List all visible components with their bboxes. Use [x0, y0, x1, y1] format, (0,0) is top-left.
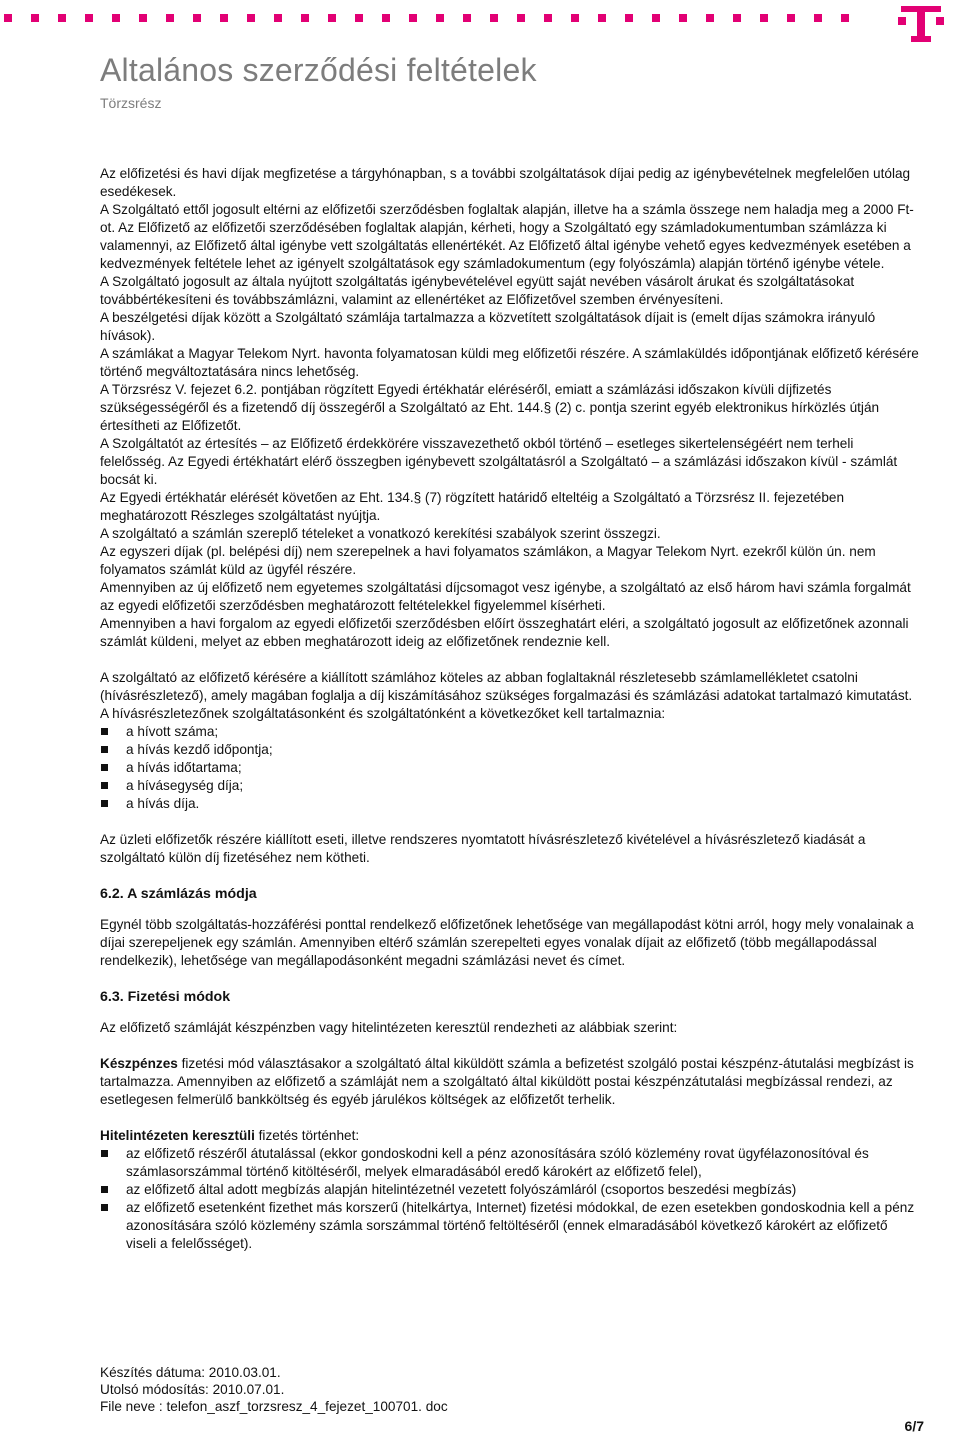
header-dot [598, 14, 606, 22]
section-6-2-text: Egynél több szolgáltatás-hozzáférési ponttal rendelkező előfizetőnek lehetősége van megállapodást kötni arról, hogy mely vonalainak a díjai szerepeljenek egy számlán. Amennyiben eltérő számlán szerepelteti egyes vonalak díjait az előfizető (több megállapodással rendelkezik), lehetősége van megállapodásonként megadni számlázási nevet és címet. [100, 917, 914, 968]
header-dot [706, 14, 714, 22]
header-dot [112, 14, 120, 22]
paragraph: Az előfizetési és havi díjak megfizetése a tárgyhónapban, s a további szolgáltatások díjai pedig az igénybevételnek megfelelően utólag esedékesek. [100, 166, 911, 199]
header-dot [166, 14, 174, 22]
paragraph: Amennyiben az új előfizető nem egyetemes szolgáltatási díjcsomagot vesz igénybe, a szolgáltató az első három havi számla forgalmát az egyedi előfizetői szerződésben meghatározott feltételekkel figyelemmel kísérheti. [100, 580, 911, 613]
header-dot [301, 14, 309, 22]
header-dot [193, 14, 201, 22]
paragraph: A Törzsrész V. fejezet 6.2. pontjában rögzített Egyedi értékhatár eléréséről, emiatt a számlázási időszakon kívüli díjfizetés szükségességéről és a fizetendő díj összegéről a Szolgáltató az Eht. 144.§ (2) c. pontja szerint egyéb elektronikus hírközlés útján értesítheti az Előfizetőt. [100, 382, 880, 433]
document-body [100, 165, 920, 1253]
header-dot [814, 14, 822, 22]
bank-payment-paragraph [100, 1127, 920, 1145]
header-dot [328, 14, 336, 22]
itemized-bill-list [100, 723, 920, 813]
cash-payment-text: fizetési mód választásakor a szolgáltató által kiküldött számla a befizetést szolgáló postai készpénz-átutalási megbízást is tartalmazza. Amennyiben az előfizető a számláját nem a szolgáltató által kiküldött postai készpénzátutalási megbízással rendezi, az esetlegesen felmerülő bankköltség és egyéb járulékos költségek az előfizetőt terhelik. [100, 1056, 914, 1107]
header-dot [571, 14, 579, 22]
header-dot [760, 14, 768, 22]
page-subtitle: Törzsrész [100, 95, 162, 111]
bank-payment-label: Hitelintézeten keresztüli [100, 1128, 255, 1143]
header-dot [58, 14, 66, 22]
paragraph-group-billing [100, 165, 920, 651]
paragraph: A beszélgetési díjak között a Szolgáltató számlája tartalmazza a közvetített szolgáltatások díjait is (emelt díjas számokra irányuló hívások). [100, 310, 876, 343]
list-item: a hívás kezdő időpontja; [100, 741, 920, 759]
paragraph: A számlákat a Magyar Telekom Nyrt. havonta folyamatosan küldi meg előfizetői részére. A számlaküldés időpontjának előfizető kérésére történő megváltoztatására nincs lehetőség. [100, 346, 919, 379]
header-dot [625, 14, 633, 22]
header-dot [679, 14, 687, 22]
business-paragraph: Az üzleti előfizetők részére kiállított eseti, illetve rendszeres nyomtatott hívásrészletező kivételével a hívásrészletező kiadását a szolgáltató külön díj fizetéséhez nem kötheti. [100, 832, 866, 865]
header-dot [220, 14, 228, 22]
list-item: az előfizető által adott megbízás alapján hitelintézetnél vezetett folyószámláról (csoportos beszedési megbízás) [100, 1181, 920, 1199]
modification-date: Utolsó módosítás: 2010.07.01. [100, 1382, 285, 1397]
cash-payment-paragraph [100, 1055, 920, 1109]
paragraph: A Szolgáltató ettől jogosult eltérni az előfizetői szerződésben foglaltak alapján, illetve ha a számla összege nem haladja meg a 2000 Ft-ot. Az Előfizető az előfizetői szerződésében foglaltak alapján, kérheti, hogy a Szolgáltató egy számladokumentumban számlázza ki valamennyi, az Előfizető által igénybe vett szolgáltatás ellenértékét. Az Előfizető által igénybe vehető egyes kedvezmények esetében a kedvezmények feltétele lehet az igényelt szolgáltatások egy számladokumentum (egy folyószámla) alapján történő igénybe vétele. [100, 202, 914, 271]
header-dot [787, 14, 795, 22]
header-dot [382, 14, 390, 22]
page-number: 6/7 [904, 1418, 924, 1434]
header-dot [31, 14, 39, 22]
itemized-bill-intro: A szolgáltató az előfizető kérésére a kiállított számlához köteles az abban foglaltaknál részletesebb számlamellékletet csatolni (hívásrészletező), amely magában foglalja a díj kiszámításához szükséges forgalmazási és számlázási adatokat tartalmazó kimutatást. A hívásrészletezőnek szolgáltatásonként és szolgáltatónként a következőket kell tartalmaznia: [100, 670, 913, 721]
header-dot [355, 14, 363, 22]
cash-payment-label: Készpénzes [100, 1056, 178, 1071]
bank-payment-text: fizetés történhet: [254, 1128, 360, 1143]
header-dot [652, 14, 660, 22]
header-dot [247, 14, 255, 22]
list-item: az előfizető esetenként fizethet más korszerű (hitelkártya, Internet) fizetési módokkal, de ezen esetekben gondoskodnia kell a pénz azonosítására szóló közlemény számla sorszámmal történő feltöltéséről (ennek elmaradásából következő károkért az előfizető viseli a felelősséget). [100, 1199, 920, 1253]
paragraph: A szolgáltató a számlán szereplő tételeket a vonatkozó kerekítési szabályok szerint összegzi. [100, 526, 661, 541]
paragraph: Az egyszeri díjak (pl. belépési díj) nem szerepelnek a havi folyamatos számlákon, a Magyar Telekom Nyrt. ezekről külön ún. nem folyamatos számlát küld az ügyfél részére. [100, 544, 876, 577]
header-dot [4, 14, 12, 22]
header-dot [733, 14, 741, 22]
telekom-t-logo-icon [898, 4, 944, 44]
paragraph: A Szolgáltató jogosult az általa nyújtott szolgáltatás igénybevételével együtt saját nevében vásárolt árukat és szolgáltatásokat továbbértékesíteni és továbbszámlázni, valamint az ellenértéket az Előfizetővel szemben érvényesíteni. [100, 274, 855, 307]
section-heading-6-3: 6.3. Fizetési módok [100, 989, 231, 1005]
header-dot-strip [0, 14, 880, 22]
bank-payment-list [100, 1145, 920, 1253]
header-dot [544, 14, 552, 22]
header-dot [490, 14, 498, 22]
paragraph: A Szolgáltatót az értesítés – az Előfizető érdekkörére visszavezethető okból történő – esetleges sikertelenségéért nem terheli felelősség. Az Egyedi értékhatárt elérő összegben igénybevett szolgáltatásról a Szolgáltató – a számlázási időszakon kívül - számlát bocsát ki. [100, 436, 898, 487]
list-item: az előfizető részéről átutalással (ekkor gondoskodni kell a pénz azonosítására szóló közlemény rovat ügyfélazonosítóval és számlasorszámmal történő kitöltéséről, melyek elmaradásából eredő károkért az előfizető felel), [100, 1145, 920, 1181]
creation-date: Készítés dátuma: 2010.03.01. [100, 1365, 281, 1380]
document-footer [100, 1364, 448, 1415]
file-name: File neve : telefon_aszf_torzsresz_4_fejezet_100701. doc [100, 1399, 448, 1414]
paragraph: Amennyiben a havi forgalom az egyedi előfizetői szerződésben előírt összeghatárt eléri, a szolgáltató jogosult az előfizetőnek azonnali számlát küldeni, melyet az ebben meghatározott ideig az előfizetőnek rendeznie kell. [100, 616, 909, 649]
section-6-3-intro: Az előfizető számláját készpénzben vagy hitelintézeten keresztül rendezheti az alábbiak szerint: [100, 1020, 678, 1035]
header-dot [463, 14, 471, 22]
header-dot [274, 14, 282, 22]
page-title: Altalános szerződési feltételek [100, 52, 537, 88]
header-dot [85, 14, 93, 22]
header-dot [841, 14, 849, 22]
list-item: a hívásegység díja; [100, 777, 920, 795]
list-item: a hívás díja. [100, 795, 920, 813]
section-heading-6-2: 6.2. A számlázás módja [100, 886, 257, 902]
list-item: a hívott száma; [100, 723, 920, 741]
header-dot [409, 14, 417, 22]
list-item: a hívás időtartama; [100, 759, 920, 777]
header-dot [436, 14, 444, 22]
header-dot [139, 14, 147, 22]
paragraph: Az Egyedi értékhatár elérését követően az Eht. 134.§ (7) rögzített határidő elteltéig a Szolgáltató a Törzsrész II. fejezetében meghatározott Részleges szolgáltatást nyújtja. [100, 490, 845, 523]
header-dot [517, 14, 525, 22]
